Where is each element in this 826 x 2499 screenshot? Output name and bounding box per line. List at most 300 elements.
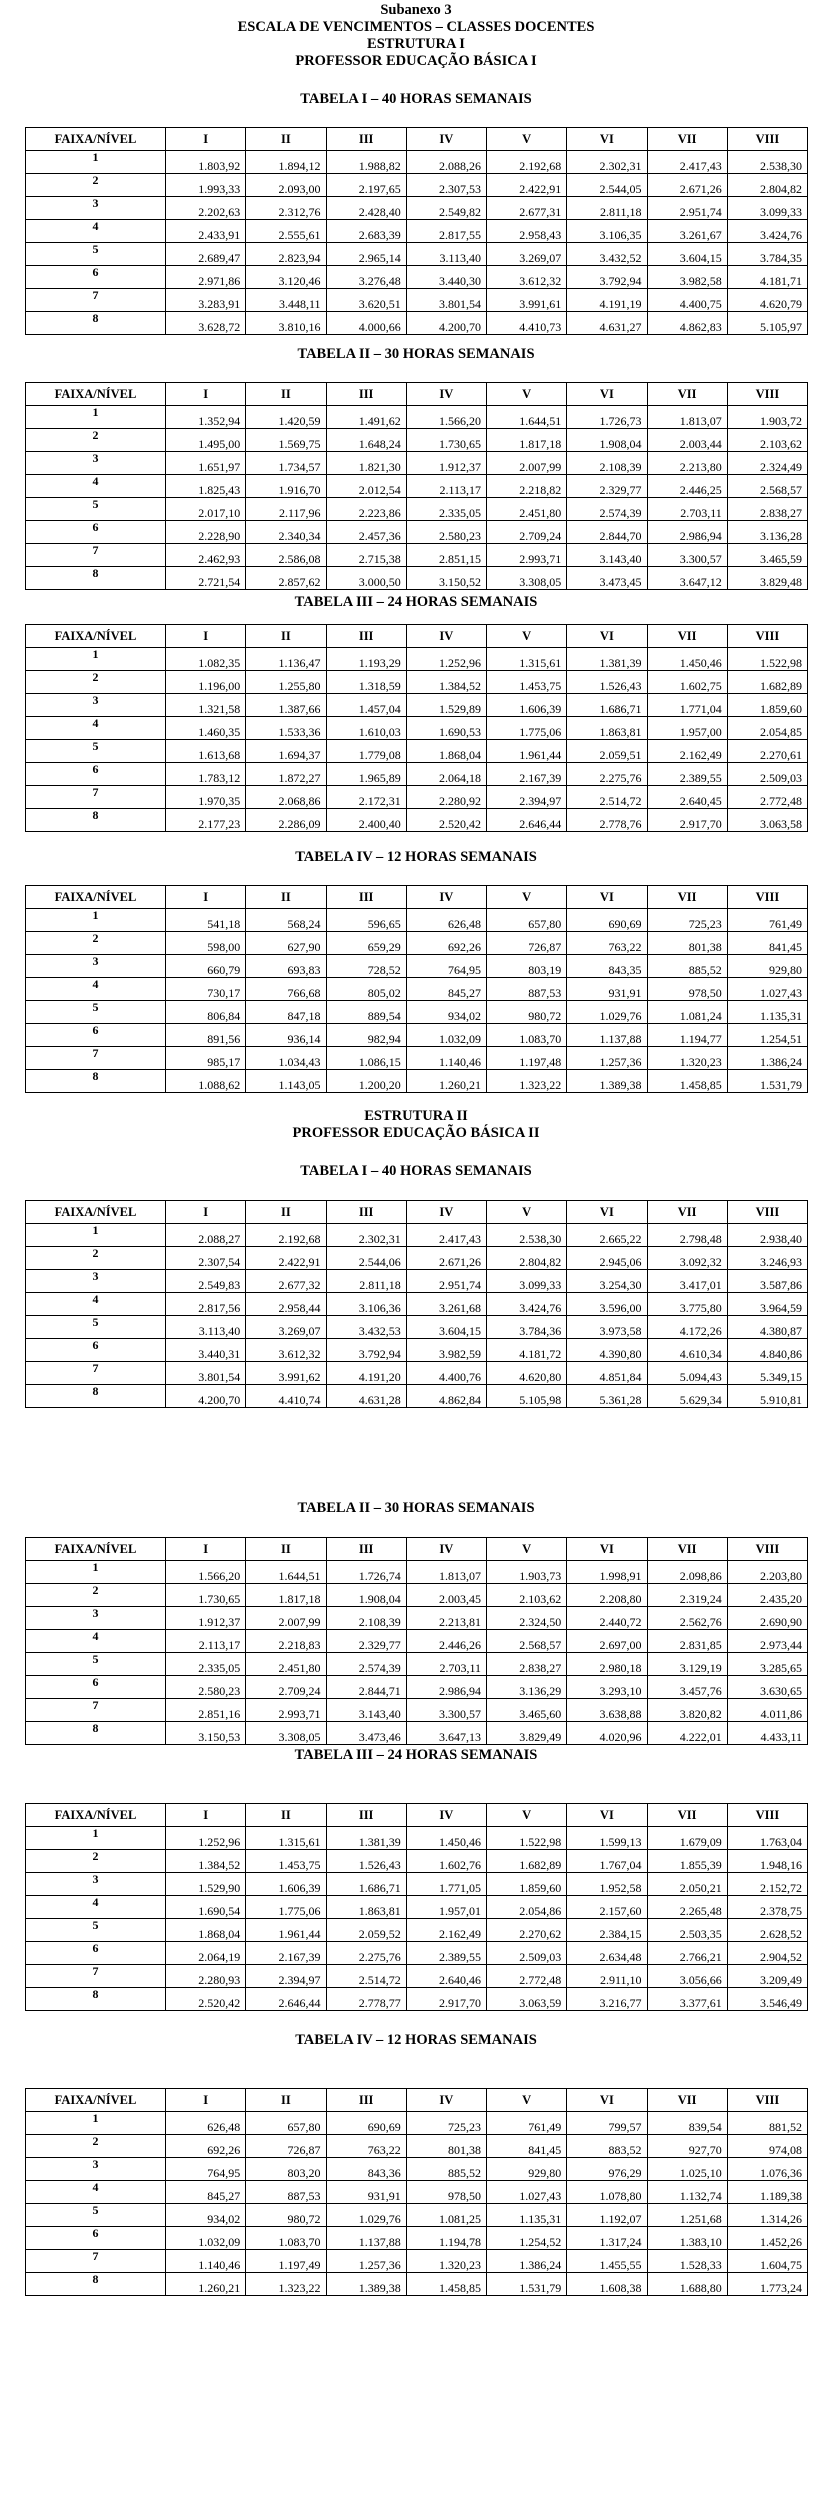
value-cell: 2.286,09 [246,809,326,832]
value-cell: 3.829,48 [727,567,807,590]
table-row [26,1362,808,1385]
table-row [26,2204,808,2227]
table-row [26,2227,808,2250]
value-cell: 3.784,36 [487,1316,567,1339]
value-cell: 883,52 [567,2135,647,2158]
faixa-cell: 1 [26,1224,166,1247]
value-cell: 1.813,07 [647,406,727,429]
value-cell: 1.912,37 [406,452,486,475]
value-cell: 2.064,18 [406,763,486,786]
column-header-nivel: II [246,1804,326,1827]
value-cell: 1.730,65 [406,429,486,452]
value-cell: 2.007,99 [246,1607,326,1630]
table-row [26,1385,808,1408]
faixa-cell: 2 [26,932,166,955]
table-row [26,174,808,197]
value-cell: 2.012,54 [326,475,406,498]
table-row [26,2158,808,2181]
value-cell: 2.993,71 [487,544,567,567]
value-cell: 1.648,24 [326,429,406,452]
table-row [26,1001,808,1024]
value-cell: 1.690,54 [166,1896,246,1919]
value-cell: 2.640,46 [406,1965,486,1988]
value-cell: 3.113,40 [406,243,486,266]
value-cell: 3.982,58 [647,266,727,289]
faixa-cell: 8 [26,1070,166,1093]
value-cell: 881,52 [727,2112,807,2135]
value-cell: 2.555,61 [246,220,326,243]
column-header-nivel: II [246,886,326,909]
value-cell: 806,84 [166,1001,246,1024]
faixa-cell: 8 [26,1988,166,2011]
table-row [26,1653,808,1676]
value-cell: 889,54 [326,1001,406,1024]
value-cell: 3.829,49 [487,1722,567,1745]
value-cell: 2.003,45 [406,1584,486,1607]
faixa-cell: 6 [26,521,166,544]
faixa-cell: 8 [26,1385,166,1408]
table-row [26,567,808,590]
value-cell: 2.671,26 [647,174,727,197]
value-cell: 3.546,49 [727,1988,807,2011]
faixa-cell: 7 [26,786,166,809]
value-cell: 1.679,09 [647,1827,727,1850]
value-cell: 1.644,51 [487,406,567,429]
value-cell: 978,50 [647,978,727,1001]
value-cell: 2.223,86 [326,498,406,521]
value-cell: 692,26 [166,2135,246,2158]
faixa-cell: 7 [26,1965,166,1988]
value-cell: 1.690,53 [406,717,486,740]
value-cell: 931,91 [326,2181,406,2204]
value-cell: 2.384,15 [567,1919,647,1942]
value-cell: 3.473,46 [326,1722,406,1745]
value-cell: 2.417,43 [647,151,727,174]
value-cell: 4.181,71 [727,266,807,289]
column-header-nivel: II [246,1538,326,1561]
value-cell: 3.300,57 [406,1699,486,1722]
column-header-faixa-nivel: FAIXA/NÍVEL [26,1804,166,1827]
value-cell: 3.216,77 [567,1988,647,2011]
faixa-cell: 3 [26,1873,166,1896]
table-row [26,1293,808,1316]
value-cell: 2.709,24 [246,1676,326,1699]
value-cell: 1.025,10 [647,2158,727,2181]
value-cell: 980,72 [487,1001,567,1024]
value-cell: 2.202,63 [166,197,246,220]
value-cell: 1.029,76 [326,2204,406,2227]
value-cell: 2.646,44 [487,809,567,832]
faixa-cell: 2 [26,429,166,452]
value-cell: 1.254,51 [727,1024,807,1047]
value-cell: 4.222,01 [647,1722,727,1745]
faixa-cell: 6 [26,1676,166,1699]
value-cell: 4.620,80 [487,1362,567,1385]
value-cell: 3.465,59 [727,544,807,567]
value-cell: 2.851,15 [406,544,486,567]
value-cell: 2.823,94 [246,243,326,266]
value-cell: 982,94 [326,1024,406,1047]
value-cell: 2.428,40 [326,197,406,220]
value-cell: 2.329,77 [567,475,647,498]
value-cell: 841,45 [727,932,807,955]
value-cell: 2.574,39 [326,1653,406,1676]
value-cell: 1.779,08 [326,740,406,763]
value-cell: 1.993,33 [166,174,246,197]
column-header-nivel: V [487,383,567,406]
value-cell: 2.270,61 [727,740,807,763]
faixa-cell: 2 [26,2135,166,2158]
value-cell: 2.586,08 [246,544,326,567]
faixa-cell: 8 [26,2273,166,2296]
table-header-row [26,128,808,151]
table-row [26,2273,808,2296]
value-cell: 2.307,54 [166,1247,246,1270]
value-cell: 4.020,96 [567,1722,647,1745]
value-cell: 1.194,77 [647,1024,727,1047]
value-cell: 885,52 [647,955,727,978]
value-cell: 2.208,80 [567,1584,647,1607]
value-cell: 3.424,76 [727,220,807,243]
value-cell: 2.218,83 [246,1630,326,1653]
column-header-nivel: IV [406,2089,486,2112]
value-cell: 2.218,82 [487,475,567,498]
value-cell: 2.544,06 [326,1247,406,1270]
value-cell: 2.324,50 [487,1607,567,1630]
column-header-nivel: IV [406,128,486,151]
value-cell: 1.602,76 [406,1850,486,1873]
faixa-cell: 2 [26,1850,166,1873]
faixa-cell: 1 [26,151,166,174]
column-header-nivel: VIII [727,1538,807,1561]
table-row [26,475,808,498]
column-header-nivel: IV [406,886,486,909]
value-cell: 2.446,26 [406,1630,486,1653]
value-cell: 3.120,46 [246,266,326,289]
value-cell: 1.029,76 [567,1001,647,1024]
value-cell: 2.857,62 [246,567,326,590]
value-cell: 1.863,81 [567,717,647,740]
value-cell: 2.340,34 [246,521,326,544]
value-cell: 1.730,65 [166,1584,246,1607]
value-cell: 3.647,13 [406,1722,486,1745]
column-header-nivel: V [487,1201,567,1224]
value-cell: 1.381,39 [326,1827,406,1850]
value-cell: 657,80 [487,909,567,932]
table-header-row [26,625,808,648]
value-cell: 764,95 [166,2158,246,2181]
value-cell: 1.192,07 [567,2204,647,2227]
table-title: TABELA II – 30 HORAS SEMANAIS [297,1500,535,1516]
value-cell: 3.647,12 [647,567,727,590]
value-cell: 766,68 [246,978,326,1001]
value-cell: 1.383,10 [647,2227,727,2250]
value-cell: 2.721,54 [166,567,246,590]
value-cell: 976,29 [567,2158,647,2181]
value-cell: 3.473,45 [567,567,647,590]
value-cell: 1.032,09 [406,1024,486,1047]
faixa-cell: 5 [26,1919,166,1942]
value-cell: 2.017,10 [166,498,246,521]
value-cell: 2.851,16 [166,1699,246,1722]
column-header-nivel: II [246,625,326,648]
value-cell: 2.844,71 [326,1676,406,1699]
value-cell: 4.851,84 [567,1362,647,1385]
value-cell: 3.285,65 [727,1653,807,1676]
value-cell: 1.903,73 [487,1561,567,1584]
value-cell: 3.136,28 [727,521,807,544]
value-cell: 1.197,48 [487,1047,567,1070]
column-header-nivel: IV [406,383,486,406]
table-row [26,197,808,220]
table-header-row [26,886,808,909]
table-row [26,978,808,1001]
table-row [26,1224,808,1247]
value-cell: 3.596,00 [567,1293,647,1316]
value-cell: 1.522,98 [727,648,807,671]
value-cell: 2.108,39 [326,1607,406,1630]
value-cell: 1.083,70 [487,1024,567,1047]
value-cell: 2.440,72 [567,1607,647,1630]
value-cell: 1.135,31 [727,1001,807,1024]
value-cell: 1.352,94 [166,406,246,429]
faixa-cell: 1 [26,1561,166,1584]
value-cell: 5.361,28 [567,1385,647,1408]
value-cell: 2.503,35 [647,1919,727,1942]
value-cell: 1.189,38 [727,2181,807,2204]
table-row [26,1607,808,1630]
value-cell: 3.000,50 [326,567,406,590]
table-row [26,429,808,452]
value-cell: 2.766,21 [647,1942,727,1965]
value-cell: 2.549,83 [166,1270,246,1293]
faixa-cell: 8 [26,567,166,590]
column-header-nivel: I [166,886,246,909]
value-cell: 1.252,96 [166,1827,246,1850]
value-cell: 2.177,23 [166,809,246,832]
value-cell: 1.803,92 [166,151,246,174]
value-cell: 3.604,15 [406,1316,486,1339]
column-header-faixa-nivel: FAIXA/NÍVEL [26,128,166,151]
table-row [26,1070,808,1093]
value-cell: 1.200,20 [326,1070,406,1093]
value-cell: 2.088,26 [406,151,486,174]
value-cell: 2.697,00 [567,1630,647,1653]
value-cell: 2.457,36 [326,521,406,544]
value-cell: 2.003,44 [647,429,727,452]
value-cell: 1.315,61 [487,648,567,671]
value-cell: 2.270,62 [487,1919,567,1942]
value-cell: 2.671,26 [406,1247,486,1270]
faixa-cell: 1 [26,1827,166,1850]
value-cell: 1.260,21 [166,2273,246,2296]
value-cell: 2.280,92 [406,786,486,809]
value-cell: 2.811,18 [567,197,647,220]
value-cell: 596,65 [326,909,406,932]
value-cell: 3.630,65 [727,1676,807,1699]
salary-table [25,1803,808,2011]
value-cell: 1.257,36 [326,2250,406,2273]
value-cell: 2.113,17 [406,475,486,498]
column-header-nivel: IV [406,1804,486,1827]
table-header-row [26,1538,808,1561]
table-row [26,1047,808,1070]
column-header-nivel: VI [567,625,647,648]
value-cell: 2.562,76 [647,1607,727,1630]
salary-table [25,127,808,335]
value-cell: 4.200,70 [406,312,486,335]
column-header-nivel: VIII [727,625,807,648]
value-cell: 4.410,73 [487,312,567,335]
value-cell: 2.509,03 [487,1942,567,1965]
column-header-faixa-nivel: FAIXA/NÍVEL [26,2089,166,2112]
value-cell: 1.027,43 [487,2181,567,2204]
faixa-cell: 2 [26,671,166,694]
column-header-faixa-nivel: FAIXA/NÍVEL [26,886,166,909]
value-cell: 891,56 [166,1024,246,1047]
value-cell: 1.763,04 [727,1827,807,1850]
table-row [26,266,808,289]
faixa-cell: 1 [26,406,166,429]
column-header-nivel: IV [406,1538,486,1561]
value-cell: 929,80 [487,2158,567,2181]
faixa-cell: 7 [26,1362,166,1385]
value-cell: 2.938,40 [727,1224,807,1247]
value-cell: 2.958,43 [487,220,567,243]
value-cell: 3.775,80 [647,1293,727,1316]
faixa-cell: 1 [26,909,166,932]
value-cell: 2.213,81 [406,1607,486,1630]
value-cell: 3.457,76 [647,1676,727,1699]
value-cell: 3.784,35 [727,243,807,266]
column-header-nivel: VII [647,2089,727,2112]
faixa-cell: 5 [26,1001,166,1024]
table-row [26,1339,808,1362]
value-cell: 3.150,53 [166,1722,246,1745]
value-cell: 3.293,10 [567,1676,647,1699]
value-cell: 931,91 [567,978,647,1001]
value-cell: 1.783,12 [166,763,246,786]
value-cell: 2.520,42 [406,809,486,832]
value-cell: 2.059,52 [326,1919,406,1942]
column-header-faixa-nivel: FAIXA/NÍVEL [26,383,166,406]
value-cell: 799,57 [567,2112,647,2135]
value-cell: 1.081,25 [406,2204,486,2227]
value-cell: 2.446,25 [647,475,727,498]
column-header-nivel: III [326,886,406,909]
value-cell: 2.580,23 [166,1676,246,1699]
value-cell: 3.092,32 [647,1247,727,1270]
value-cell: 2.113,17 [166,1630,246,1653]
faixa-cell: 5 [26,2204,166,2227]
column-header-nivel: V [487,886,567,909]
value-cell: 2.422,91 [487,174,567,197]
value-cell: 5.094,43 [647,1362,727,1385]
column-header-nivel: VII [647,383,727,406]
value-cell: 2.677,32 [246,1270,326,1293]
value-cell: 3.792,94 [326,1339,406,1362]
value-cell: 2.167,39 [487,763,567,786]
value-cell: 2.117,96 [246,498,326,521]
table-row [26,955,808,978]
column-header-nivel: VIII [727,1201,807,1224]
column-header-nivel: VIII [727,886,807,909]
faixa-cell: 5 [26,1653,166,1676]
table-header-row [26,2089,808,2112]
value-cell: 2.689,47 [166,243,246,266]
value-cell: 1.859,60 [487,1873,567,1896]
value-cell: 1.970,35 [166,786,246,809]
column-header-nivel: I [166,383,246,406]
table-row [26,932,808,955]
value-cell: 2.007,99 [487,452,567,475]
table-title: TABELA III – 24 HORAS SEMANAIS [294,594,538,610]
salary-table [25,2088,808,2296]
value-cell: 3.417,01 [647,1270,727,1293]
value-cell: 1.868,04 [406,740,486,763]
value-cell: 2.965,14 [326,243,406,266]
value-cell: 1.569,75 [246,429,326,452]
value-cell: 2.798,48 [647,1224,727,1247]
value-cell: 2.335,05 [406,498,486,521]
value-cell: 845,27 [166,2181,246,2204]
value-cell: 1.916,70 [246,475,326,498]
column-header-faixa-nivel: FAIXA/NÍVEL [26,1201,166,1224]
faixa-cell: 4 [26,978,166,1001]
value-cell: 2.389,55 [406,1942,486,1965]
estrutura-1-subtitle: PROFESSOR EDUCAÇÃO BÁSICA I [295,53,537,69]
value-cell: 3.448,11 [246,289,326,312]
faixa-cell: 6 [26,1024,166,1047]
column-header-nivel: V [487,2089,567,2112]
table-row [26,1247,808,1270]
table-row [26,786,808,809]
value-cell: 3.150,52 [406,567,486,590]
value-cell: 4.011,86 [727,1699,807,1722]
value-cell: 1.952,58 [567,1873,647,1896]
value-cell: 2.804,82 [487,1247,567,1270]
value-cell: 2.319,24 [647,1584,727,1607]
faixa-cell: 8 [26,1722,166,1745]
value-cell: 3.099,33 [727,197,807,220]
value-cell: 2.167,39 [246,1942,326,1965]
value-cell: 4.191,20 [326,1362,406,1385]
value-cell: 3.801,54 [406,289,486,312]
column-header-nivel: III [326,128,406,151]
column-header-nivel: V [487,128,567,151]
value-cell: 2.580,23 [406,521,486,544]
faixa-cell: 7 [26,289,166,312]
value-cell: 1.686,71 [326,1873,406,1896]
value-cell: 1.688,80 [647,2273,727,2296]
table-row [26,1896,808,1919]
value-cell: 3.269,07 [487,243,567,266]
table-row [26,1850,808,1873]
value-cell: 2.838,27 [727,498,807,521]
value-cell: 2.103,62 [487,1584,567,1607]
faixa-cell: 4 [26,1293,166,1316]
value-cell: 3.143,40 [567,544,647,567]
column-header-faixa-nivel: FAIXA/NÍVEL [26,625,166,648]
table-row [26,1316,808,1339]
estrutura-2-header [25,1108,807,1142]
value-cell: 1.771,05 [406,1873,486,1896]
value-cell: 985,17 [166,1047,246,1070]
faixa-cell: 7 [26,1699,166,1722]
value-cell: 1.682,89 [487,1850,567,1873]
value-cell: 3.982,59 [406,1339,486,1362]
value-cell: 1.868,04 [166,1919,246,1942]
